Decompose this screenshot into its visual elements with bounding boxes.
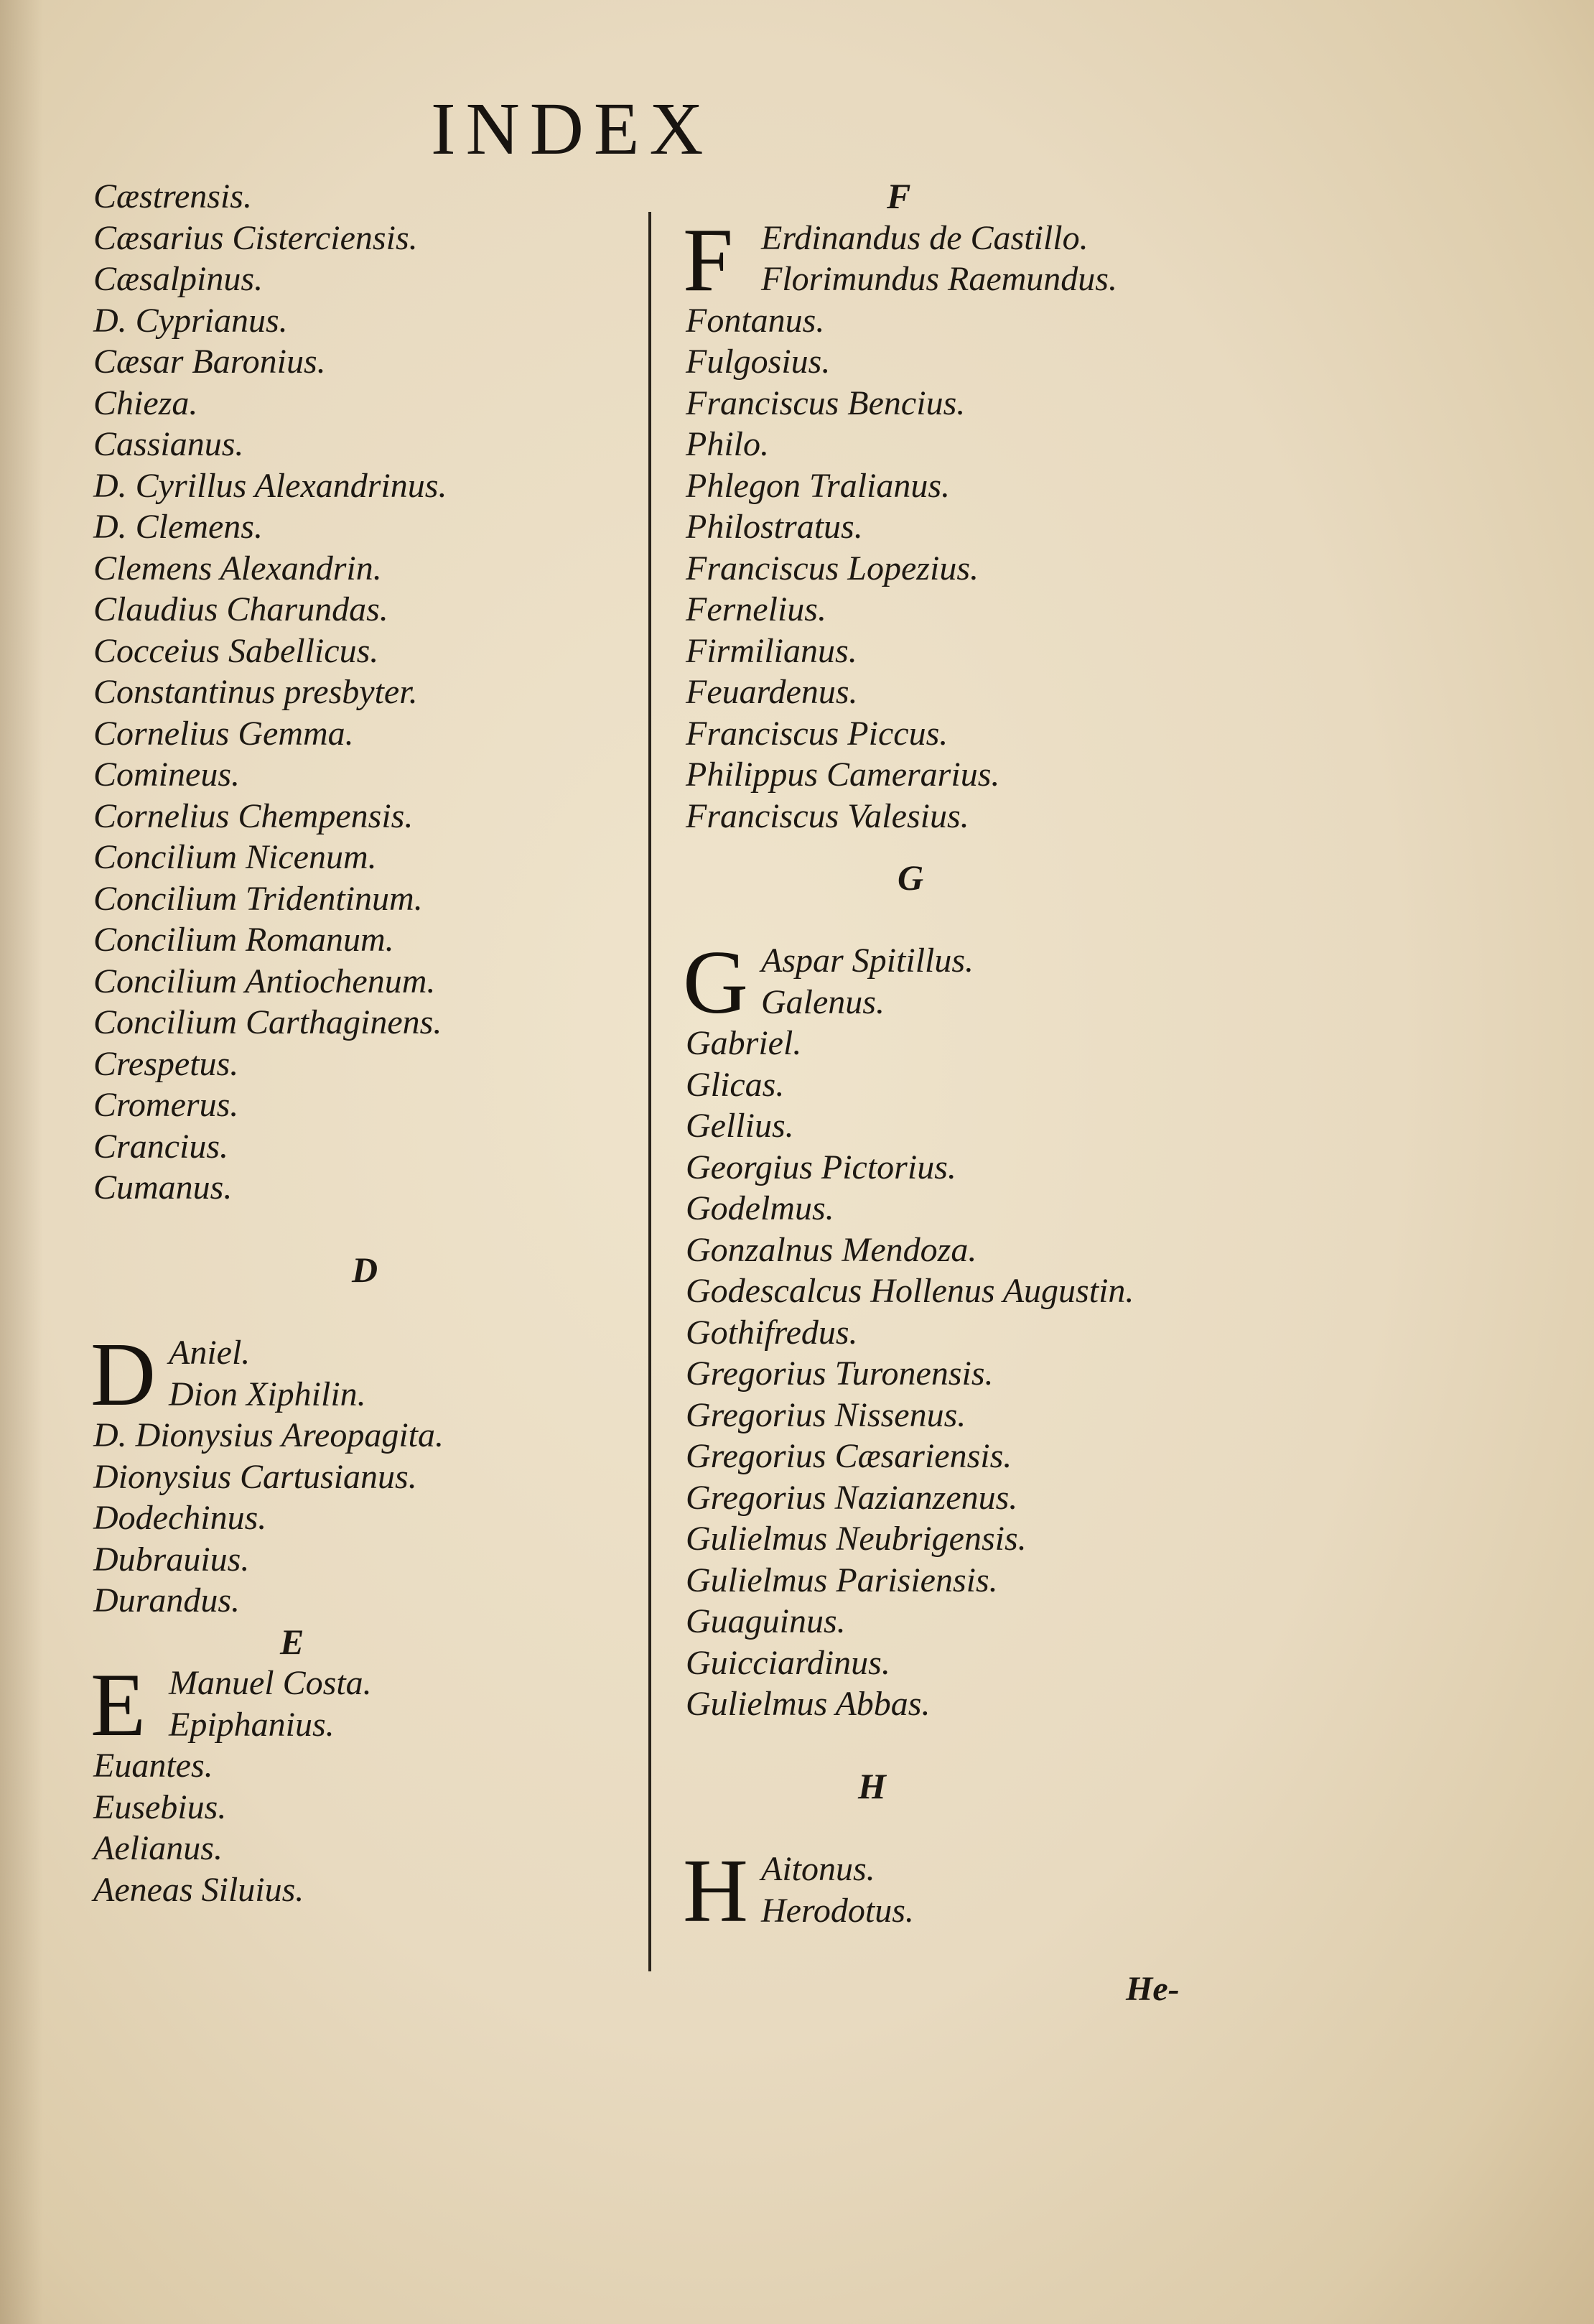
index-entry: Cornelius Chempensis. bbox=[93, 796, 414, 835]
section-d-opening bbox=[90, 1325, 639, 1425]
index-entry: Aspar Spitillus. bbox=[761, 942, 974, 980]
index-entry: Clemens Alexandrin. bbox=[93, 549, 382, 587]
index-entry: D. Clemens. bbox=[93, 508, 263, 546]
section-h-opening bbox=[683, 1841, 1332, 1941]
initial-letter-h: H bbox=[683, 1841, 748, 1941]
index-entry: Fernelius. bbox=[686, 590, 826, 628]
index-entry: Concilium Carthaginens. bbox=[93, 1003, 442, 1041]
index-entry: Concilium Tridentinum. bbox=[93, 879, 423, 918]
index-entry: Durandus. bbox=[93, 1581, 241, 1619]
index-entry: Dodechinus. bbox=[93, 1499, 267, 1537]
index-entry: Feuardenus. bbox=[686, 673, 858, 711]
index-entry: Cæstrensis. bbox=[93, 177, 252, 215]
index-entry: Guicciardinus. bbox=[686, 1643, 890, 1682]
index-entry: Philippus Camerarius. bbox=[686, 756, 1000, 794]
index-entry: Herodotus. bbox=[761, 1891, 914, 1930]
index-entry: Galenus. bbox=[761, 982, 885, 1021]
index-entry: Manuel Costa. bbox=[169, 1664, 372, 1702]
index-entry: Constantinus presbyter. bbox=[93, 673, 418, 711]
index-entry: Firmilianus. bbox=[686, 631, 857, 670]
index-entry: Florimundus Raemundus. bbox=[761, 260, 1117, 298]
binding-shadow bbox=[0, 0, 43, 2324]
index-entry: Franciscus Lopezius. bbox=[686, 549, 979, 587]
index-entry: Claudius Charundas. bbox=[93, 590, 388, 628]
index-entry: Crespetus. bbox=[93, 1044, 239, 1083]
right-column bbox=[683, 176, 1332, 1941]
index-entry: Aniel. bbox=[169, 1334, 251, 1372]
index-entry: Concilium Romanum. bbox=[93, 921, 394, 959]
index-entry: Dion Xiphilin. bbox=[169, 1375, 366, 1413]
index-entry: Franciscus Valesius. bbox=[686, 796, 969, 835]
index-entry: Gothifredus. bbox=[686, 1313, 858, 1352]
index-entry: Franciscus Bencius. bbox=[686, 384, 966, 422]
index-entry: Gulielmus Neubrigensis. bbox=[686, 1520, 1027, 1558]
index-entry: Gulielmus Abbas. bbox=[686, 1685, 931, 1723]
section-g-opening bbox=[683, 933, 1332, 1033]
index-entry: D. Dionysius Areopagita. bbox=[93, 1416, 444, 1454]
section-e-opening bbox=[90, 1655, 639, 1755]
index-entry: Georgius Pictorius. bbox=[686, 1148, 956, 1186]
left-column bbox=[90, 176, 639, 1910]
index-entry: Cæsar Baronius. bbox=[93, 343, 326, 381]
index-entry: Gabriel. bbox=[686, 1024, 802, 1062]
index-entry: Cæsarius Cisterciensis. bbox=[93, 218, 418, 257]
index-entry: D. Cyprianus. bbox=[93, 301, 288, 340]
index-entry: Cocceius Sabellicus. bbox=[93, 631, 379, 670]
index-entry: Philostratus. bbox=[686, 508, 863, 546]
index-entry: Chieza. bbox=[93, 384, 198, 422]
index-entry: Eusebius. bbox=[93, 1788, 227, 1826]
index-entry: Concilium Nicenum. bbox=[93, 838, 377, 876]
index-entry: Euantes. bbox=[93, 1747, 213, 1785]
section-heading-g: G bbox=[898, 857, 924, 898]
index-entry: Gregorius Turonensis. bbox=[686, 1354, 994, 1393]
index-entry: Concilium Antiochenum. bbox=[93, 962, 436, 1000]
initial-letter-g: G bbox=[683, 933, 748, 1033]
index-entry: Cumanus. bbox=[93, 1168, 233, 1207]
section-heading-e: E bbox=[280, 1621, 304, 1662]
index-entry: Dubrauius. bbox=[93, 1540, 250, 1579]
index-entry: Fontanus. bbox=[686, 301, 825, 340]
index-entry: Cornelius Gemma. bbox=[93, 714, 354, 753]
initial-letter-e: E bbox=[90, 1655, 146, 1755]
index-entry: Godescalcus Hollenus Augustin. bbox=[686, 1272, 1134, 1310]
index-entry: Gellius. bbox=[686, 1107, 794, 1145]
initial-letter-d: D bbox=[90, 1325, 156, 1425]
index-entry: Aeneas Siluius. bbox=[93, 1870, 304, 1909]
index-entry: Cassianus. bbox=[93, 425, 244, 463]
index-entry: Philo. bbox=[686, 425, 769, 463]
index-entry: Epiphanius. bbox=[169, 1705, 335, 1744]
index-entry: Phlegon Tralianus. bbox=[686, 466, 951, 505]
column-rule bbox=[648, 212, 651, 1971]
index-entry: Aitonus. bbox=[761, 1850, 875, 1888]
catchword: He- bbox=[1126, 1970, 1180, 2008]
index-entry: Gulielmus Parisiensis. bbox=[686, 1561, 998, 1599]
index-entry: Gregorius Nazianzenus. bbox=[686, 1478, 1018, 1517]
initial-letter-f: F bbox=[683, 210, 734, 310]
page-header: INDEX bbox=[431, 88, 714, 170]
index-entry: Fulgosius. bbox=[686, 343, 831, 381]
index-entry: Cromerus. bbox=[93, 1086, 239, 1124]
index-entry: Gonzalnus Mendoza. bbox=[686, 1230, 977, 1269]
index-entry: Aelianus. bbox=[93, 1829, 223, 1867]
index-entry: Glicas. bbox=[686, 1065, 785, 1104]
section-heading-f: F bbox=[887, 176, 911, 216]
index-entry: D. Cyrillus Alexandrinus. bbox=[93, 466, 447, 505]
index-entry: Guaguinus. bbox=[686, 1602, 846, 1640]
section-heading-d: D bbox=[352, 1250, 378, 1290]
index-entry: Gregorius Cæsariensis. bbox=[686, 1437, 1012, 1475]
index-entry: Gregorius Nissenus. bbox=[686, 1395, 966, 1434]
index-entry: Franciscus Piccus. bbox=[686, 714, 949, 753]
index-entry: Erdinandus de Castillo. bbox=[761, 218, 1089, 257]
index-entry: Cæsalpinus. bbox=[93, 260, 264, 298]
index-entry: Godelmus. bbox=[686, 1189, 834, 1227]
index-entry: Dionysius Cartusianus. bbox=[93, 1457, 417, 1496]
section-heading-h: H bbox=[858, 1766, 886, 1806]
index-entry: Comineus. bbox=[93, 756, 240, 794]
index-entry: Crancius. bbox=[93, 1127, 229, 1166]
section-f-opening bbox=[683, 210, 1332, 310]
